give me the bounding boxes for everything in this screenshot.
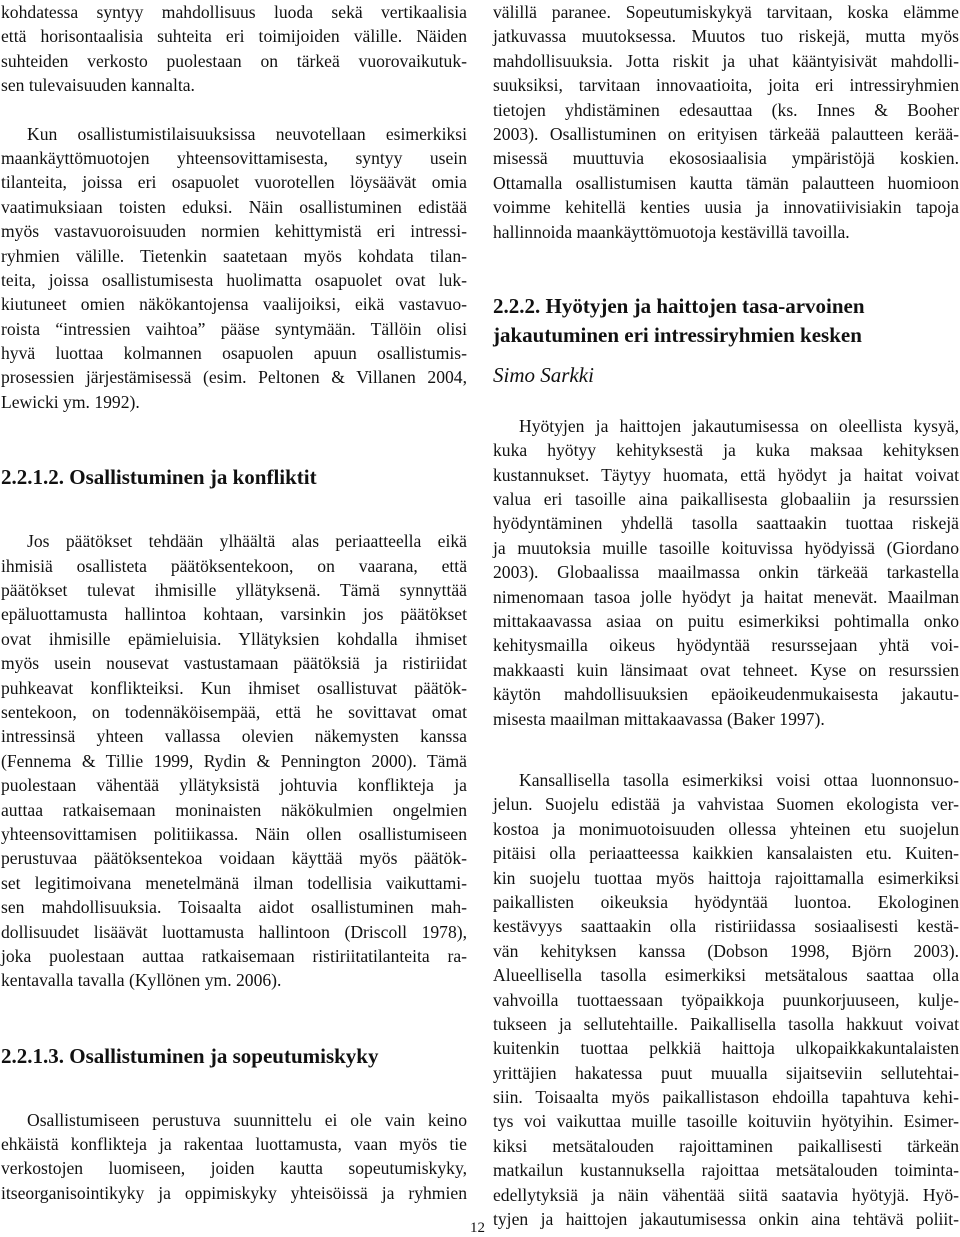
national-level-paragraph: [493, 768, 959, 1231]
text-line: valua eri tasoille aina paikallisesta globaaliin ja resurssien: [493, 489, 959, 510]
text-line: puhkeavat konflikteiksi. Kun ihmiset osallistuvat päätök-: [1, 677, 467, 698]
text-line: että horisontaalisia suhteita eri toimijoiden välille. Näiden: [1, 26, 467, 47]
text-line: yrittäjien hakatessa puut muualla sijaitseviin sellutehtai-: [493, 1062, 959, 1083]
text-line: maankäyttömuotojen yhteensovittamisesta, syntyy usein: [1, 147, 467, 168]
text-line: tilanteita, joissa eri osapuolet vuorotellen löysäävät omia: [1, 172, 467, 193]
text-line: myös usein nousevat vastustamaan päätöksiä ja ristiriidat: [1, 653, 467, 674]
text-line: sentekoon, on todennäköisempää, että he sovittavat omat: [1, 701, 467, 722]
right-intro-paragraph: [493, 0, 959, 244]
text-line: joka puolestaan auttaa ratkaisemaan ristiriitatilanteita ra-: [1, 945, 467, 966]
participation-negotiation-paragraph: [1, 122, 467, 415]
text-line: vahvoilla tuottaessaan työpaikkoja puunkorjuuseen, kulje-: [493, 989, 959, 1010]
text-line: tyjen ja haittojen jakautumisessa onkin aina tehtävä poliit-: [493, 1209, 959, 1230]
text-line: intressinsä yhteen vallassa olevien näkemysten kanssa: [1, 726, 467, 747]
text-line: kostoa ja monimuotoisuuden ollessa yhteinen etu suojelun: [493, 818, 959, 839]
text-line: ihmisiä osallisteta päätöksentekoon, on vaarana, että: [1, 555, 467, 576]
text-line: siin. Toisaalta myös paikallistason ehdoilla tapahtuva kehi-: [493, 1087, 959, 1108]
text-line: pitäisi olla periaatteessa kaikkien kansalaisten etu. Kuiten-: [493, 843, 959, 864]
text-line: teita, joissa osallistumisesta huolimatta osapuolet ovat luk-: [1, 269, 467, 290]
text-line: Lewicki ym. 1992).: [1, 391, 140, 412]
text-line: ehkäistä konflikteja ja rakentaa luottamusta, vaan myös tie: [1, 1134, 467, 1155]
text-line: tys voi vaikuttaa muille tasoille koituviin hyötyihin. Esimer-: [493, 1111, 959, 1132]
text-line: 2003). Globaalissa maailmassa onkin tärkeää tarkastella: [493, 562, 959, 583]
text-line: matkailun kustannuksella rajoittaa metsätalouden toiminta-: [493, 1160, 959, 1181]
benefits-paragraph: [493, 414, 959, 731]
text-line: Jos päätökset tehdään ylhäältä alas periaatteella eikä: [27, 531, 467, 552]
adaptation-paragraph: [1, 1108, 467, 1206]
section-heading-line: jakautuminen eri intressiryhmien kesken: [493, 322, 862, 347]
text-line: roista “intressien vaihtoa” pääse syntymään. Tällöin olisi: [1, 318, 467, 339]
text-line: vän kehityksen kanssa (Dobson 1998, Björn 2003).: [493, 940, 959, 961]
text-line: mahdollisuuksia. Jotta riskit ja uhat kääntyisivät mahdolli-: [493, 50, 959, 71]
left-column: [1, 0, 467, 1205]
text-line: suhteiden verkosto puolestaan on tärkeä vuorovaikutuk-: [1, 50, 467, 71]
text-line: misesta maailman mittakaavassa (Baker 1997).: [493, 708, 825, 729]
text-line: set legitimoivana menetelmänä ilman todellisia vaikuttami-: [1, 872, 467, 893]
text-line: dollisuudet lisäävät luottamusta hallintoon (Driscoll 1978),: [1, 921, 467, 942]
text-line: paikallisten oikeuksia hyödyntää luontoa. Ekologinen: [493, 891, 959, 912]
text-line: hyödyntäminen yhdellä tasolla saattaakin tuottaa riskejä: [493, 513, 959, 534]
section-author: Simo Sarkki: [493, 362, 594, 387]
text-line: kustannukset. Täytyy huomata, että hyödyt ja haitat voivat: [493, 464, 959, 485]
text-line: nimenomaan tasoa jolle hyödyt ja haitat menevät. Maailman: [493, 586, 959, 607]
text-line: epäluottamusta hallintoa kohtaan, varsinkin jos päätökset: [1, 604, 467, 625]
text-line: ovat ihmisille epämieluisia. Yllätyksien kohdalla ihmiset: [1, 628, 467, 649]
right-column: [493, 0, 959, 1231]
text-line: edellytyksiä ja näin vähentää siitä saatavia hyötyjä. Hyö-: [493, 1184, 959, 1205]
text-line: kehitysmailla oikeus hyödyntää resurssejaan yhtä voi-: [493, 635, 959, 656]
text-line: yhteensovittamisen politiikassa. Näin ollen osallistumiseen: [1, 823, 467, 844]
text-line: kentavalla tavalla (Kyllönen ym. 2006).: [1, 970, 282, 991]
text-line: käytön mahdollisuuksien epäoikeudenmukaisesta jakautu-: [493, 684, 959, 705]
conflicts-paragraph: [1, 529, 467, 992]
text-line: kiksi metsätalouden rajoittaminen paikallisesti tärkeän: [493, 1135, 959, 1156]
text-line: sen mahdollisuuksia. Toisaalta aidot osallistuminen mah-: [1, 897, 467, 918]
text-line: ja muutoksia muille tasoille koituvissa hyödyissä (Giordano: [493, 537, 959, 558]
section-heading-line: 2.2.2. Hyötyjen ja haittojen tasa-arvoinen: [493, 293, 865, 318]
section-heading-conflicts: 2.2.1.2. Osallistuminen ja konfliktit: [1, 465, 317, 490]
text-line: perustuvaa päätöksentekoa voidaan käyttää myös päätök-: [1, 848, 467, 869]
text-line: prosessien järjestämisessä (esim. Peltonen & Villanen 2004,: [1, 367, 467, 388]
text-line: sen tulevaisuuden kannalta.: [1, 75, 195, 96]
text-line: misessä muuttuvia ekososiaalisia ympäristöjä koskien.: [493, 148, 959, 169]
text-line: puolestaan vähentää yllätyksistä johtuvia konflikteja ja: [1, 775, 467, 796]
text-line: jelun. Suojelu edistää ja vahvistaa Suomen ekologista ver-: [493, 794, 959, 815]
text-line: päätökset tulevat ihmisille yllätyksenä. Tämä synnyttää: [1, 580, 467, 601]
text-line: Hyötyjen ja haittojen jakautumisessa on oleellista kysyä,: [519, 415, 959, 436]
text-line: Alueellisella tasolla esimerkiksi metsätalous saattaa olla: [493, 965, 959, 986]
section-heading-adaptation: 2.2.1.3. Osallistuminen ja sopeutumiskyky: [1, 1043, 379, 1068]
text-line: Kun osallistumistilaisuuksissa neuvotellaan esimerkiksi: [27, 123, 467, 144]
text-line: kohdatessa syntyy mahdollisuus luoda sekä vertikaalisia: [1, 2, 467, 22]
text-line: voimme kehitellä kenties uusia ja innovatiivisiakin tapoja: [493, 197, 959, 218]
text-line: suuksiksi, tarvitaan innovaatioita, joita eri intressiryhmien: [493, 75, 959, 96]
text-line: kuka hyötyy kehityksestä ja kuka maksaa kehityksen: [493, 440, 959, 461]
text-line: Kansallisella tasolla esimerkiksi voisi ottaa luonnonsuo-: [519, 769, 959, 790]
left-intro-paragraph: [1, 0, 467, 98]
text-line: Ottamalla osallistumisen kautta tämän palautteen huomioon: [493, 172, 959, 193]
text-line: 2003). Osallistuminen on erityisen tärkeää palautteen kerää-: [493, 123, 959, 144]
section-heading-benefits-distribution: [493, 292, 959, 350]
text-line: myös vastavuoroisuuden normien kehittymistä eri intressi-: [1, 221, 467, 242]
text-line: välillä paranee. Sopeutumiskykyä tarvitaan, koska elämme: [493, 2, 959, 22]
text-line: Osallistumiseen perustuva suunnittelu ei ole vain keino: [27, 1109, 467, 1130]
text-line: hallinnoida maankäyttömuotoja kestävillä tavoilla.: [493, 221, 850, 242]
text-line: auttaa ratkaisemaan moninaisten näkökulmien ongelmien: [1, 799, 467, 820]
text-line: kuitenkin tuottaa pelkkiä haittoja ulkopaikkakuntalaisten: [493, 1038, 959, 1059]
text-line: kin suojelu tuottaa myös haittoja rajoittamalla esimerkiksi: [493, 867, 959, 888]
text-line: itseorganisointikyky ja oppimiskyky yhteisöissä ja ryhmien: [1, 1182, 467, 1203]
text-line: jatkuvassa muutoksessa. Muutos tuo riskejä, mutta myös: [493, 26, 959, 47]
text-line: mittakaavassa asiaa on puitu esimerkiksi pohtimalla onko: [493, 611, 959, 632]
page-number: 12: [470, 1220, 485, 1236]
text-line: makkaasti kuin länsimaat ovat tehneet. Kyse on resurssien: [493, 659, 959, 680]
text-line: (Fennema & Tillie 1999, Rydin & Pennington 2000). Tämä: [1, 750, 467, 771]
text-line: tietojen yhdistäminen edesauttaa (ks. Innes & Booher: [493, 99, 959, 120]
text-line: kiutuneet omien näkökantojensa vaalijoiksi, eikä vastavuo-: [1, 294, 467, 315]
text-line: ryhmien välille. Tietenkin saatetaan myös kohdata tilan-: [1, 245, 467, 266]
text-line: tukseen ja sellutehtaille. Paikallisella tasolla hakkuut voivat: [493, 1013, 959, 1034]
text-line: kestävyys saattaakin olla ristiriidassa sosiaalisesti kestä-: [493, 916, 959, 937]
text-line: hyvä luottaa kolmannen osapuolen apuun osallistumis-: [1, 343, 467, 364]
text-line: vaatimuksiaan toisten eduksi. Näin osallistuminen edistää: [1, 196, 467, 217]
text-line: verkostojen luomiseen, joiden kautta sopeutumiskyky,: [1, 1158, 467, 1179]
